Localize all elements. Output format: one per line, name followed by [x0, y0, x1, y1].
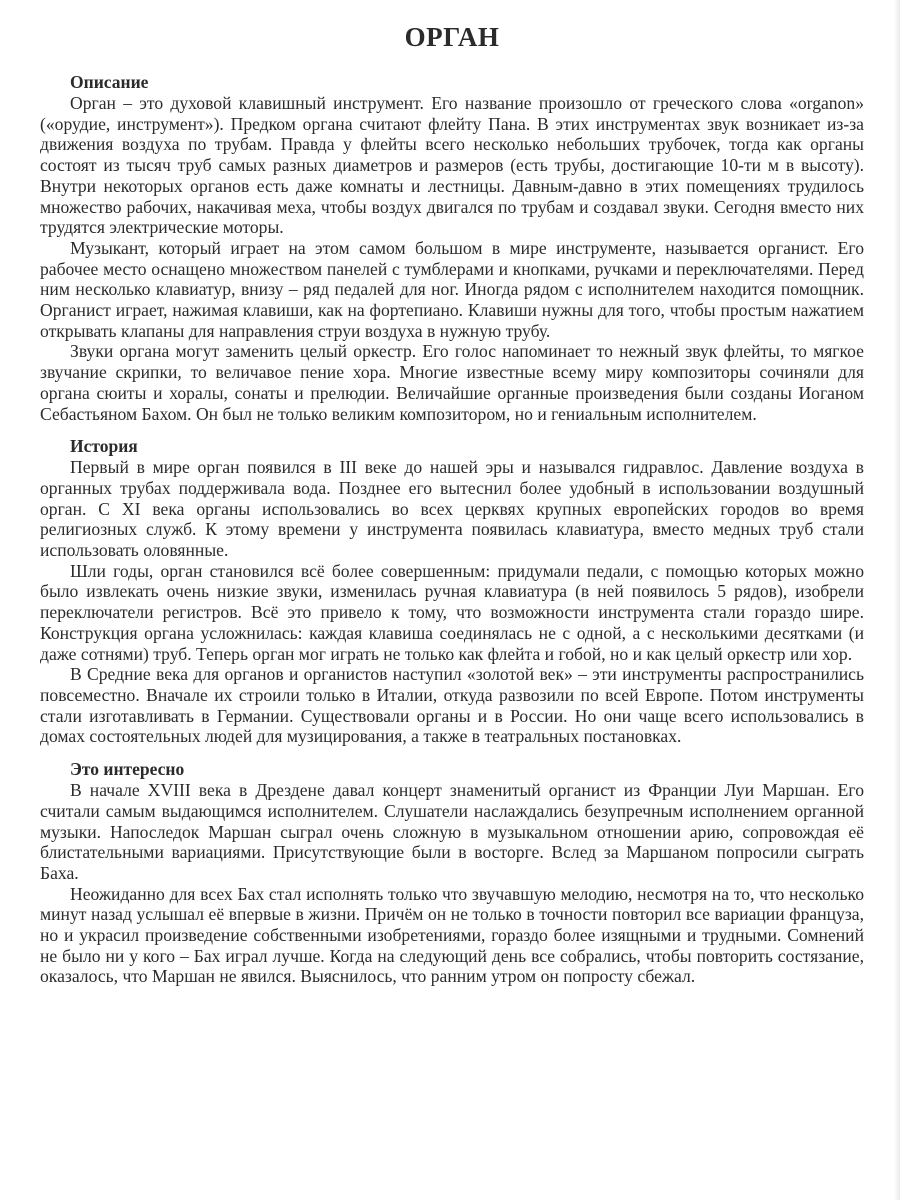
page-edge-shadow [894, 0, 900, 1200]
paragraph: Первый в мире орган появился в III веке до нашей эры и назывался гидравлос. Давление воздуха в органных трубах поддерживала вода. Позднее его вытеснил более удобный в использовании воздушный орган. С XI века органы использовались во всех церквях крупных европейских городов во время религиозных служб. К этому времени у инструмента появилась клавиатура, вместо медных труб стали использовать оловянные. [40, 457, 864, 561]
paragraph: Звуки органа могут заменить целый оркестр. Его голос напоминает то нежный звук флейты, то мягкое звучание скрипки, то величавое пение хора. Многие известные всему миру композиторы сочиняли для органа сюиты и хоралы, сонаты и прелюдии. Величайшие органные произведения были созданы Иоганом Себастьяном Бахом. Он был не только великим композитором, но и гениальным исполнителем. [40, 341, 864, 424]
section-description [40, 72, 864, 424]
paragraph: Неожиданно для всех Бах стал исполнять только что звучавшую мелодию, несмотря на то, что несколько минут назад услышал её впервые в жизни. Причём он не только в точности повторил все вариации француза, но и украсил произведение собственными изобретениями, гораздо более изящными и трудными. Сомнений не было ни у кого – Бах играл лучше. Когда на следующий день все собрались, чтобы повторить состязание, оказалось, что Маршан не явился. Выяснилось, что ранним утром он попросту сбежал. [40, 883, 864, 987]
paragraph: Музыкант, который играет на этом самом большом в мире инструменте, называется органист. Его рабочее место оснащено множеством панелей с тумблерами и кнопками, ручками и переключателями. Перед ним несколько клавиатур, внизу – ряд педалей для ног. Иногда рядом с исполнителем находится помощник. Органист играет, нажимая клавиши, как на фортепиано. Клавиши нужны для того, чтобы простым нажатием открывать клапаны для направления струи воздуха в нужную трубу. [40, 237, 864, 341]
section-heading: Описание [70, 72, 149, 92]
section-history [40, 436, 864, 747]
section-heading: История [70, 436, 138, 457]
section-interesting [40, 759, 864, 987]
section-heading: Это интересно [70, 759, 185, 780]
paragraph: Орган – это духовой клавишный инструмент. Его название произошло от греческого слова «organon» («орудие, инструмент»). Предком органа считают флейту Пана. В этих инструментах звук возникает из-за движения воздуха по трубам. Правда у флейты всего несколько небольших трубочек, тогда как органы состоят из тысяч труб самых разных диаметров и размеров (есть трубы, достигающие 10-ти м в высоту). Внутри некоторых органов есть даже комнаты и лестницы. Давным-давно в этих помещениях трудилось множество рабочих, накачивая меха, чтобы воздух двигался по трубам и создавал звуки. Сегодня вместо них трудятся электрические моторы. [40, 93, 864, 238]
page-title: ОРГАН [404, 22, 500, 52]
paragraph: В начале XVIII века в Дрездене давал концерт знаменитый органист из Франции Луи Маршан. Его считали самым выдающимся исполнителем. Слушатели наслаждались безупречным исполнением органной музыки. Напоследок Маршан сыграл очень сложную в музыкальном отношении арию, сопровождая её блистательными вариациями. Присутствующие были в восторге. Вслед за Маршаном попросили сыграть Баха. [40, 780, 864, 883]
paragraph: В Средние века для органов и органистов наступил «золотой век» – эти инструменты распространились повсеместно. Вначале их строили только в Италии, откуда развозили по всей Европе. Потом инструменты стали изготавливать в Германии. Существовали органы и в России. Но они чаще всего использовались в домах состоятельных людей для музицирования, а также в театральных постановках. [40, 664, 864, 747]
paragraph: Шли годы, орган становился всё более совершенным: придумали педали, с помощью которых можно было извлекать очень низкие звуки, изменилась ручная клавиатура (в ней появилось 5 рядов), изобрели переключатели регистров. Всё это привело к тому, что возможности инструмента стали гораздо шире. Конструкция органа усложнилась: каждая клавиша соединялась не с одной, а с несколькими десятками (и даже сотнями) труб. Теперь орган мог играть не только как флейта и гобой, но и как целый оркестр или хор. [40, 560, 864, 664]
